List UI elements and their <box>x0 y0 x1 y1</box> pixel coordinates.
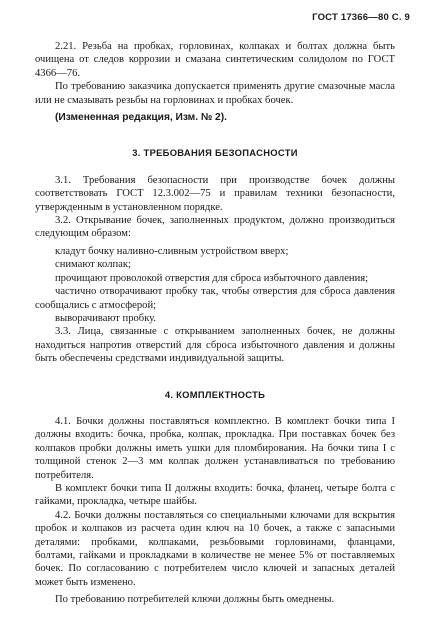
paragraph-4-1: 4.1. Бочки должны поставляться комплектно. В комплект бочки типа I должны входить: бочка, пробка, колпак, прокладка. При поставках бочек без колпаков пробки должны иметь ушки для пломбирования. На бочки типа I с толщиной стенок 2—3 мм колпак должен устанавливаться по требованию потребителя. <box>35 415 395 481</box>
paragraph-3-3: 3.3. Лица, связанные с открыванием заполненных бочек, не должны находиться напротив отверстий для сброса избыточного давления и должны быть обеспечены средствами индивидуальной защиты. <box>35 326 395 365</box>
paragraph-3-2: 3.2. Открывание бочек, заполненных продуктом, должно производиться следующим образом: <box>35 215 395 240</box>
paragraph-4-2: 4.2. Бочки должны поставляться со специальными ключами для вскрытия пробок и колпаков из расчета один ключ на 10 бочек, а также с запасными деталями: пробками, колпаками, резьбовыми горловинами, фланцами, болтами, гайками и прокладками в количестве не менее 5% от поставляемых бочек. По согласованию с потребителем число ключей и запасных деталей может быть изменено. <box>35 509 395 588</box>
amendment-note: (Измененная редакция, Изм. № 2). <box>55 112 227 124</box>
paragraph-3-1: 3.1. Требования безопасности при производстве бочек должны соответствовать ГОСТ 12.3.002—75 и правилам техники безопасности, утвержденным в установленном порядке. <box>35 174 395 213</box>
step-item: прочищают проволокой отверстия для сброса избыточного давления; <box>55 272 369 284</box>
page-header: ГОСТ 17366—80 С. 9 <box>312 12 410 23</box>
step-item: частично отворачивают пробку так, чтобы отверстия для сброса давления сообщались с атмосферой; <box>35 286 395 311</box>
step-item: снимают колпак; <box>55 259 131 271</box>
paragraph-type-2-set: В комплект бочки типа II должны входить: бочка, фланец, четыре болта с гайками, прокладка, четыре шайбы. <box>35 482 395 508</box>
paragraph-customer-lubricants: По требованию заказчика допускается применять другие смазочные масла или не смазывать резьбы на горловинах и пробках бочек. <box>35 81 395 106</box>
paragraph-2-21: 2.21. Резьба на пробках, горловинах, колпаках и болтах должна быть очищена от следов коррозии и смазана синтетическим солидолом по ГОСТ 4366—76. <box>35 41 395 79</box>
section-3-title: 3. ТРЕБОВАНИЯ БЕЗОПАСНОСТИ <box>132 147 298 159</box>
document-body <box>35 40 395 607</box>
step-item: выворачивают пробку. <box>55 312 157 324</box>
section-4-title: 4. КОМПЛЕКТНОСТЬ <box>164 388 266 400</box>
step-item: кладут бочку наливно-сливным устройством вверх; <box>55 245 289 257</box>
paragraph-keys-coating: По требованию потребителей ключи должны быть омеднены. <box>55 594 335 606</box>
